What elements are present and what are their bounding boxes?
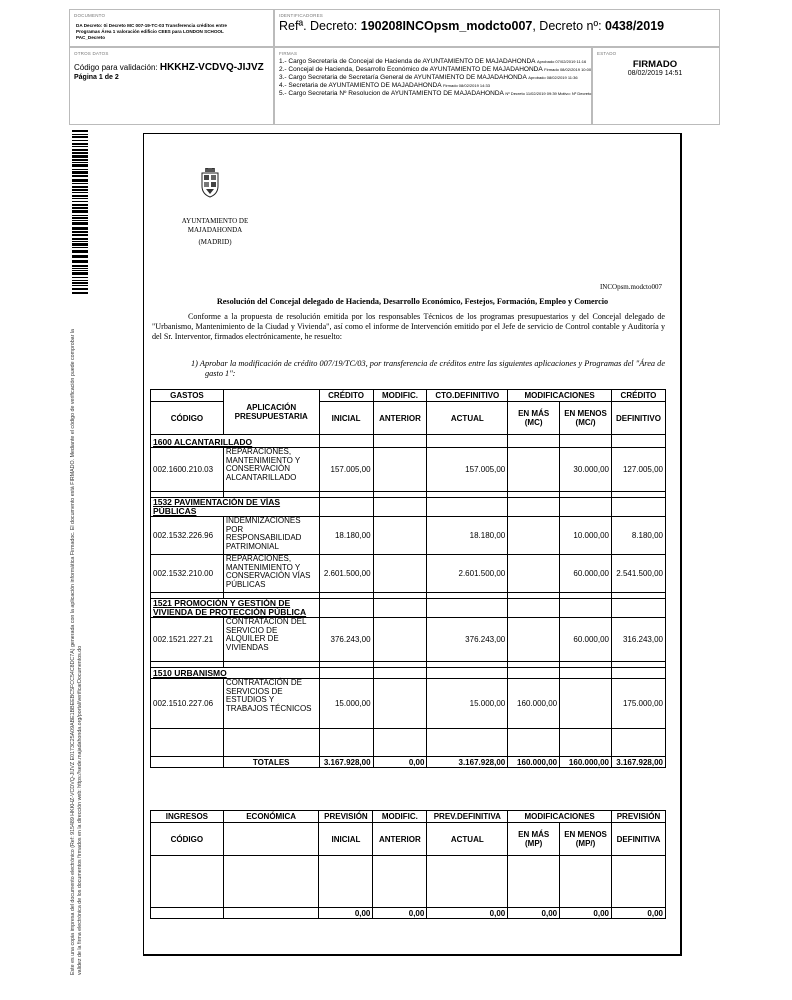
row-inicial: 2.601.500,00	[319, 555, 373, 593]
section-title: 1532 PAVIMENTACIÓN DE VÍAS PÚBLICAS	[151, 498, 320, 517]
definitivo-header: DEFINITIVO	[611, 402, 665, 435]
identificadores-label: IDENTIFICADORES	[279, 13, 324, 18]
row-actual: 2.601.500,00	[427, 555, 508, 593]
header-identificadores-box	[274, 9, 720, 47]
row-menos: 60.000,00	[560, 555, 612, 593]
firmas-label: FIRMAS	[279, 51, 298, 56]
definitiva-header: DEFINITIVA	[612, 823, 666, 856]
total-anterior: 0,00	[373, 908, 427, 919]
row-desc: CONTRATACIÓN DE SERVICIOS DE ESTUDIOS Y TRABAJOS TÉCNICOS	[223, 679, 319, 729]
row-codigo: 002.1521.227.21	[151, 618, 224, 662]
table-row	[151, 517, 666, 555]
anterior-header: ANTERIOR	[373, 402, 427, 435]
codigo-header: CÓDIGO	[151, 823, 224, 856]
table-row	[151, 448, 666, 492]
total-actual: 0,00	[427, 908, 508, 919]
credito-definitivo-header: CRÉDITO	[611, 390, 665, 402]
row-anterior	[373, 517, 427, 555]
firma-item: 1.- Cargo Secretaria de Concejal de Hacienda de AYUNTAMIENTO DE MAJADAHONDA Aprobado 07/02/2019 11:16	[279, 58, 587, 65]
row-inicial: 18.180,00	[319, 517, 373, 555]
estado-label: ESTADO	[597, 51, 617, 56]
decreto-reference: Refª. Decreto: 190208INCOpsm_modcto007, Decreto nº: 0438/2019	[279, 19, 665, 33]
economica-header: ECONÓMICA	[223, 811, 319, 823]
firma-item: 4.- Secretaria de AYUNTAMIENTO DE MAJADAHONDA Firmado 08/02/2019 14:33	[279, 82, 490, 89]
firma-item: 3.- Cargo Secretaria de Secretaría General de AYUNTAMIENTO DE MAJADAHONDA Aprobado 08/02/2019 11:36	[279, 74, 578, 81]
en-menos-header: EN MENOS (MP/)	[560, 823, 612, 856]
estado-fecha: 08/02/2019 14:51	[627, 70, 683, 77]
documento-text: DA Decreto: 0i Decreto MC 007-19-TC-03 Transferencia créditos entre Programas Área 1 valoración edificio CEES para LONDON SCHOOL PAC_Decreto	[76, 23, 227, 40]
row-codigo: 002.1600.210.03	[151, 448, 224, 492]
ingresos-table	[150, 810, 666, 919]
inicial-header: INICIAL	[319, 823, 373, 856]
resolution-title: Resolución del Concejal delegado de Hacienda, Desarrollo Económico, Festejos, Formación, Empleo y Comercio	[216, 297, 609, 306]
actual-header: ACTUAL	[427, 823, 508, 856]
row-mas	[508, 555, 560, 593]
row-menos	[560, 679, 612, 729]
row-desc: INDEMNIZACIONES POR RESPONSABILIDAD PATRIMONIAL	[223, 517, 319, 555]
total-mas: 0,00	[508, 908, 560, 919]
row-definitivo: 316.243,00	[611, 618, 665, 662]
row-actual: 18.180,00	[427, 517, 508, 555]
modificaciones-header: MODIFICACIONES	[508, 811, 612, 823]
en-menos-header: EN MENOS (MC/)	[560, 402, 612, 435]
barcode	[72, 130, 88, 295]
row-codigo: 002.1532.210.00	[151, 555, 224, 593]
row-inicial: 15.000,00	[319, 679, 373, 729]
actual-header: ACTUAL	[427, 402, 508, 435]
header-documento-box	[69, 9, 274, 47]
resolution-item: 1) Aprobar la modificación de crédito 007/19/TC/03, por transferencia de créditos entre las siguientes aplicaciones y Programas del "Área de gasto 1":	[191, 359, 665, 378]
ingresos-header: INGRESOS	[151, 811, 224, 823]
section-title: 1510 URBANISMO	[151, 668, 320, 679]
resolution-paragraph: Conforme a la propuesta de resolución emitida por los responsables Técnicos de los programas presupuestarios y del Concejal delegado de "Urbanismo, Mantenimiento de la Ciudad y Vivienda", así como el informe de Intervención emitido por el Jefe de servicio de Control contable y Auditoría y del Sr. Interventor, firmados electrónicamente, he resuelto:	[152, 312, 665, 341]
modific-header: MODIFIC.	[373, 390, 427, 402]
pagina-indicator: Página 1 de 2	[74, 74, 119, 81]
table-row	[151, 555, 666, 593]
row-definitivo: 8.180,00	[611, 517, 665, 555]
municipality-line: (MADRID)	[198, 238, 232, 246]
estado-value: FIRMADO	[632, 59, 678, 70]
row-menos: 60.000,00	[560, 618, 612, 662]
section-title: 1521 PROMOCIÓN Y GESTIÓN DE VIVIENDA DE PROTECCIÓN PÚBLICA	[151, 599, 320, 618]
anterior-header: ANTERIOR	[373, 823, 427, 856]
coat-of-arms-icon	[199, 168, 221, 198]
firma-item: 2.- Concejal de Hacienda, Desarrollo Económico de AYUNTAMIENTO DE MAJADAHONDA Firmado 08/02/2019 10:00	[279, 66, 592, 73]
header-estado-box	[592, 47, 720, 125]
total-inicial: 0,00	[319, 908, 373, 919]
row-actual: 376.243,00	[427, 618, 508, 662]
totals-row	[151, 757, 666, 768]
prevision-header: PREVISIÓN	[319, 811, 373, 823]
municipality-line: AYUNTAMIENTO DE	[181, 217, 249, 225]
row-anterior	[373, 679, 427, 729]
firmas-list	[279, 58, 591, 98]
otros-label: OTROS DATOS	[74, 51, 109, 56]
municipality-line: MAJADAHONDA	[187, 226, 243, 234]
row-actual: 15.000,00	[427, 679, 508, 729]
codigo-header: CÓDIGO	[151, 402, 224, 435]
table-row	[151, 679, 666, 729]
row-mas	[508, 448, 560, 492]
row-anterior	[373, 618, 427, 662]
total-definitiva: 0,00	[612, 908, 666, 919]
gastos-header: GASTOS	[151, 390, 224, 402]
row-codigo: 002.1510.227.06	[151, 679, 224, 729]
aplicacion-header: APLICACIÓN PRESUPUESTARIA	[223, 390, 319, 435]
gastos-table	[150, 389, 666, 768]
document-reference: INCOpsm.modcto007	[599, 283, 662, 291]
row-definitivo: 127.005,00	[611, 448, 665, 492]
row-definitivo: 2.541.500,00	[611, 555, 665, 593]
section-title: 1600 ALCANTARILLADO	[151, 435, 320, 448]
row-mas	[508, 618, 560, 662]
total-menos: 160.000,00	[560, 757, 612, 768]
header-otros-box	[69, 47, 274, 125]
municipality-name	[170, 217, 260, 247]
row-mas	[508, 517, 560, 555]
documento-label: DOCUMENTO	[74, 13, 106, 18]
row-inicial: 157.005,00	[319, 448, 373, 492]
cto-definitivo-header: CTO.DEFINITIVO	[427, 390, 508, 402]
table-row	[151, 618, 666, 662]
row-anterior	[373, 448, 427, 492]
total-definitivo: 3.167.928,00	[611, 757, 665, 768]
totals-row	[151, 908, 666, 919]
row-definitivo: 175.000,00	[611, 679, 665, 729]
prev-definitiva-header: PREV.DEFINITIVA	[427, 811, 508, 823]
row-menos: 10.000,00	[560, 517, 612, 555]
row-inicial: 376.243,00	[319, 618, 373, 662]
en-mas-header: EN MÁS (MC)	[508, 402, 560, 435]
row-mas: 160.000,00	[508, 679, 560, 729]
header-firmas-box	[274, 47, 592, 125]
credito-header: CRÉDITO	[319, 390, 373, 402]
en-mas-header: EN MÁS (MP)	[508, 823, 560, 856]
total-actual: 3.167.928,00	[427, 757, 508, 768]
row-actual: 157.005,00	[427, 448, 508, 492]
row-desc: CONTRATACIÓN DEL SERVICIO DE ALQUILER DE VIVIENDAS	[223, 618, 319, 662]
verification-side-text: Este es una copia impresa del documento electrónico (Ref: 915489 HKKHZ-VCDVQ-JIJVZ E0173C25A09ABE1BBEEBC5FCC54C8DC7A) generada con la aplicación informática Firmadoc. El documento está FIRMADO. Mediante el código de verificación puede comprobar la validez de la firma electrónica de los documentos firmados en la dirección web: https://sede.majadahonda.org/portal/verificarDocumentos.do	[70, 329, 83, 975]
modificaciones-header: MODIFICACIONES	[508, 390, 612, 402]
inicial-header: INICIAL	[319, 402, 373, 435]
totals-label: TOTALES	[223, 757, 319, 768]
row-anterior	[373, 555, 427, 593]
modific-header: MODIFIC.	[373, 811, 427, 823]
row-codigo: 002.1532.226.96	[151, 517, 224, 555]
prevision-definitiva-header: PREVISIÓN	[612, 811, 666, 823]
codigo-validacion: Código para validación: HKKHZ-VCDVQ-JIJVZ	[74, 62, 264, 73]
row-desc: REPARACIONES, MANTENIMIENTO Y CONSERVACIÓN ALCANTARILLADO	[223, 448, 319, 492]
total-inicial: 3.167.928,00	[319, 757, 373, 768]
firma-item: 5.- Cargo Secretaria Nº Resolucion de AYUNTAMIENTO DE MAJADAHONDA Nº Decreto 11/02/2019 09:39 Motivo: Nº Decreto	[279, 90, 592, 97]
total-anterior: 0,00	[373, 757, 427, 768]
total-menos: 0,00	[560, 908, 612, 919]
total-mas: 160.000,00	[508, 757, 560, 768]
row-menos: 30.000,00	[560, 448, 612, 492]
row-desc: REPARACIONES, MANTENIMIENTO Y CONSERVACIÓN VÍAS PÚBLICAS	[223, 555, 319, 593]
